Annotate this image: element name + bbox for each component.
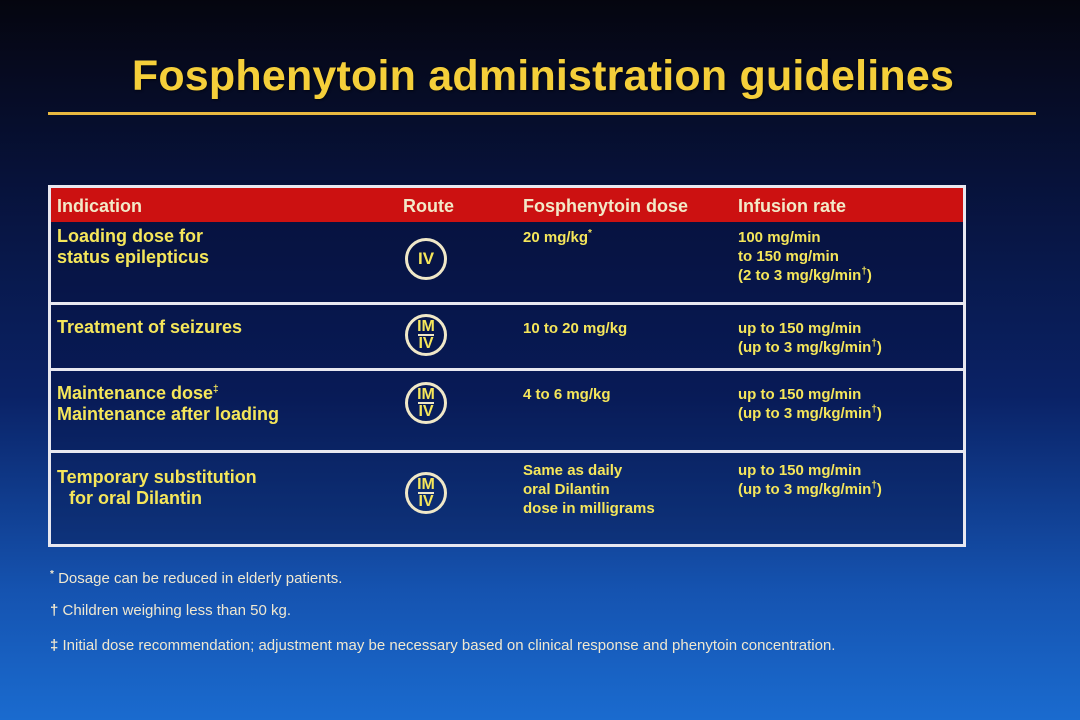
indication-line: Maintenance after loading (57, 404, 280, 424)
footnote (50, 637, 835, 654)
route-label: IV (418, 492, 434, 510)
rate-line: up to 150 mg/min (738, 386, 862, 403)
indication-line: for oral Dilantin (69, 488, 203, 508)
rate-line: to 150 mg/min (738, 248, 839, 265)
footnote-mark: ‡ (213, 384, 219, 395)
rate-line: up to 150 mg/min (738, 462, 862, 479)
footnote-text: Dosage can be reduced in elderly patients. (58, 570, 343, 587)
header-infusion-rate: Infusion rate (738, 196, 847, 216)
route-label: IV (418, 402, 434, 420)
dose-cell (523, 385, 611, 404)
indication-line: Treatment of seizures (57, 317, 243, 337)
header-dose: Fosphenytoin dose (523, 196, 689, 216)
footnote-text: Children weighing less than 50 kg. (62, 602, 291, 619)
rate-line: (up to 3 mg/kg/min (738, 339, 872, 356)
rate-line: (up to 3 mg/kg/min (738, 481, 872, 498)
dose-cell (523, 319, 627, 338)
route-im-iv-badge (405, 382, 447, 424)
route-label: IM (417, 475, 435, 493)
indication-cell (57, 317, 242, 338)
rate-line-tail: ) (876, 481, 882, 498)
indication-line: Maintenance dose (57, 383, 214, 403)
footnote-mark: † (871, 480, 877, 491)
route-iv-badge (405, 238, 447, 280)
rate-line-tail: ) (866, 267, 872, 284)
footnote (50, 570, 342, 587)
indication-line: Temporary substitution (57, 467, 257, 487)
table-row (51, 450, 963, 544)
footnote-mark: † (871, 404, 877, 415)
route-label: IM (417, 317, 435, 335)
infusion-rate-cell (738, 461, 882, 499)
table-row (51, 222, 963, 304)
rate-line: 100 mg/min (738, 229, 821, 246)
rate-line: up to 150 mg/min (738, 320, 862, 337)
route-label: IV (418, 334, 434, 352)
dose-line: 20 mg/kg (523, 229, 589, 246)
dose-line: 10 to 20 mg/kg (523, 320, 628, 337)
rate-line: (up to 3 mg/kg/min (738, 405, 872, 422)
dose-line: 4 to 6 mg/kg (523, 386, 611, 403)
guidelines-table (48, 185, 966, 547)
route-label: IM (417, 385, 435, 403)
slide-title: Fosphenytoin administration guidelines (131, 52, 955, 100)
table-row (51, 368, 963, 452)
footnote (50, 602, 291, 619)
footnote-mark: * (50, 569, 54, 580)
dose-line: oral Dilantin (523, 481, 610, 498)
indication-line: Loading dose for (57, 226, 203, 246)
indication-cell (57, 383, 279, 425)
dose-line: dose in milligrams (523, 500, 655, 517)
route-im-iv-badge (405, 472, 447, 514)
infusion-rate-cell (738, 385, 882, 423)
infusion-rate-cell (738, 228, 872, 285)
rate-line-tail: ) (876, 405, 882, 422)
dose-cell (523, 228, 592, 247)
footnote-mark: † (871, 338, 877, 349)
table-row (51, 302, 963, 370)
rate-line: (2 to 3 mg/kg/min (738, 267, 862, 284)
indication-cell (57, 226, 209, 268)
indication-cell (57, 467, 257, 509)
route-label: IV (417, 249, 435, 268)
footnote-mark: * (588, 228, 592, 239)
title-underline (48, 112, 1036, 115)
header-route: Route (403, 196, 454, 216)
header-indication: Indication (57, 196, 142, 216)
table-header-row (51, 188, 963, 222)
footnote-text: Initial dose recommendation; adjustment may be necessary based on clinical response and phenytoin concentration. (62, 637, 836, 654)
footnote-mark: † (50, 602, 59, 619)
infusion-rate-cell (738, 319, 882, 357)
route-im-iv-badge (405, 314, 447, 356)
dose-cell (523, 461, 655, 518)
footnote-mark: ‡ (50, 637, 59, 654)
rate-line-tail: ) (876, 339, 882, 356)
indication-line: status epilepticus (57, 247, 210, 267)
dose-line: Same as daily (523, 462, 623, 479)
footnote-mark: † (861, 266, 867, 277)
